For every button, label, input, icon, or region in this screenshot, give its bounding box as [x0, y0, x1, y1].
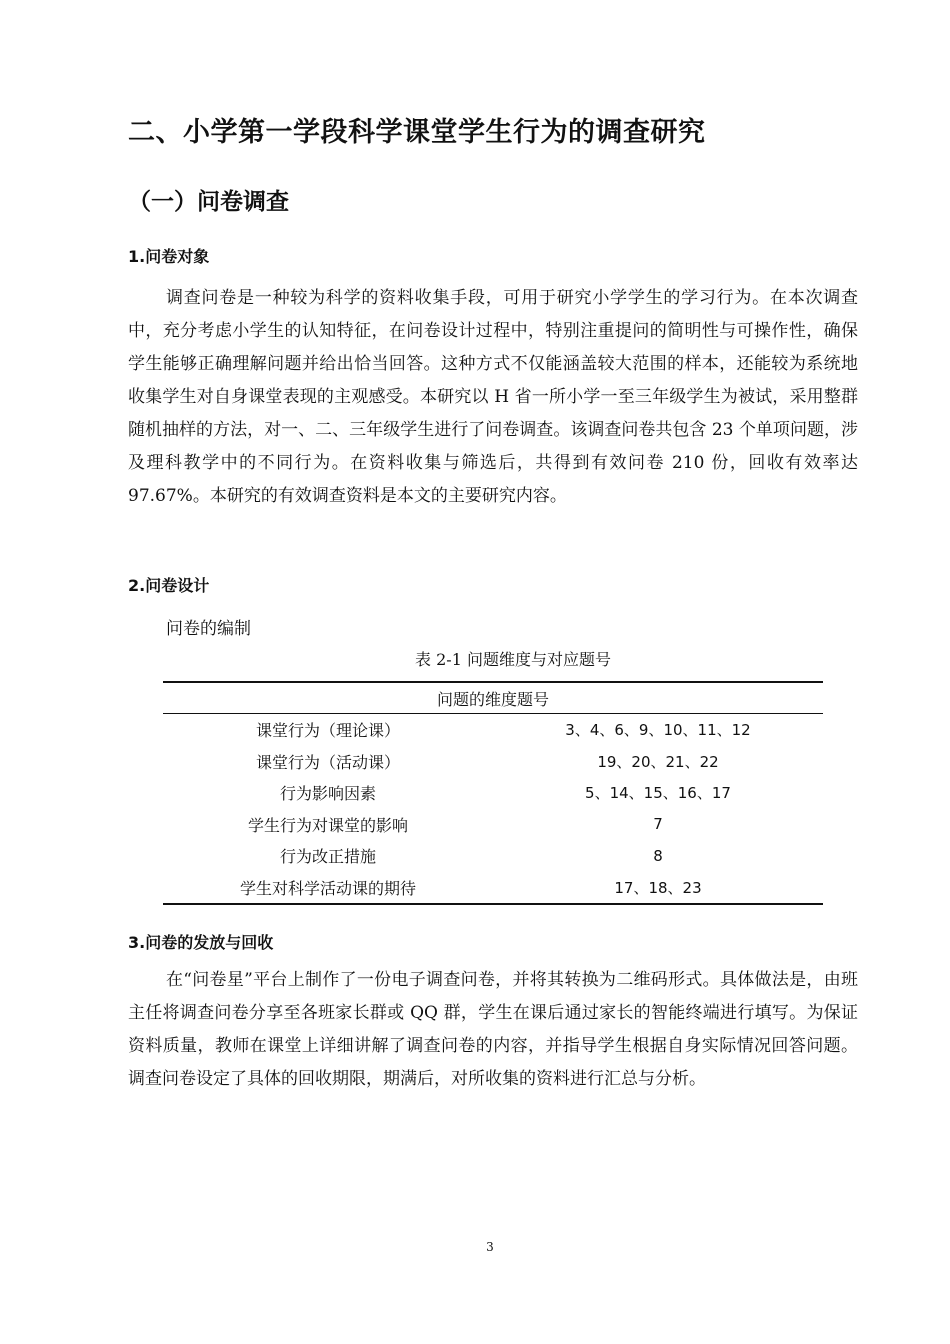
table-row — [163, 714, 823, 746]
subsection-title-2: 2.问卷设计 — [128, 576, 210, 595]
paragraph-1: 调查问卷是一种较为科学的资料收集手段，可用于研究小学学生的学习行为。在本次调查中，充分考虑小学生的认知特征，在问卷设计过程中，特别注重提问的简明性与可操作性，确保学生能够正确理解问题并给出恰当回答。这种方式不仅能涵盖较大范围的样本，还能较为系统地收集学生对自身课堂表现的主观感受。本研究以 H 省一所小学一至三年级学生为被试，采用整群随机抽样的方法，对一、二、三年级学生进行了问卷调查。该调查问卷共包含 23 个单项问题，涉及理科教学中的不同行为。在资料收集与筛选后，共得到有效问卷 210 份，回收有效率达 97.67%。本研究的有效调查资料是本文的主要研究内容。 — [128, 288, 858, 506]
table-caption: 表 2-1 问题维度与对应题号 — [415, 650, 611, 669]
table-row — [163, 872, 823, 905]
table-row — [163, 777, 823, 809]
table-header: 问题的维度题号 — [163, 682, 823, 714]
subsection-title-1: 1.问卷对象 — [128, 247, 210, 266]
table-row — [163, 840, 823, 872]
paragraph-3: 在“问卷星”平台上制作了一份电子调查问卷，并将其转换为二维码形式。具体做法是，由班主任将调查问卷分享至各班家长群或 QQ 群，学生在课后通过家长的智能终端进行填写。为保证资料质量，教师在课堂上详细讲解了调查问卷的内容，并指导学生根据自身实际情况回答问题。调查问卷设定了具体的回收期限，期满后，对所收集的资料进行汇总与分析。 — [128, 970, 858, 1089]
item-numbers-cell: 17、18、23 — [614, 878, 702, 897]
dimension-cell: 课堂行为（理论课） — [255, 721, 400, 741]
item-numbers-cell: 7 — [653, 815, 663, 834]
item-numbers-cell: 5、14、15、16、17 — [585, 784, 731, 803]
table-row — [163, 746, 823, 778]
dimension-table — [163, 681, 823, 905]
dimension-cell: 学生对科学活动课的期待 — [239, 878, 416, 898]
item-numbers-cell: 8 — [653, 846, 663, 865]
item-numbers-cell: 3、4、6、9、10、11、12 — [565, 721, 751, 740]
section-heading: （一）问卷调查 — [128, 189, 289, 215]
dimension-cell: 行为影响因素 — [279, 784, 376, 804]
chapter-heading: 二、小学第一学段科学课堂学生行为的调查研究 — [128, 117, 706, 148]
item-numbers-cell: 19、20、21、22 — [597, 752, 719, 771]
dimension-cell: 学生行为对课堂的影响 — [247, 815, 408, 835]
dimension-cell: 行为改正措施 — [279, 847, 376, 867]
table-row — [163, 809, 823, 841]
subsection-title-3: 3.问卷的发放与回收 — [128, 933, 274, 952]
page-number: 3 — [486, 1240, 494, 1254]
table-intro-text: 问卷的编制 — [166, 619, 251, 639]
dimension-cell: 课堂行为（活动课） — [255, 752, 400, 772]
